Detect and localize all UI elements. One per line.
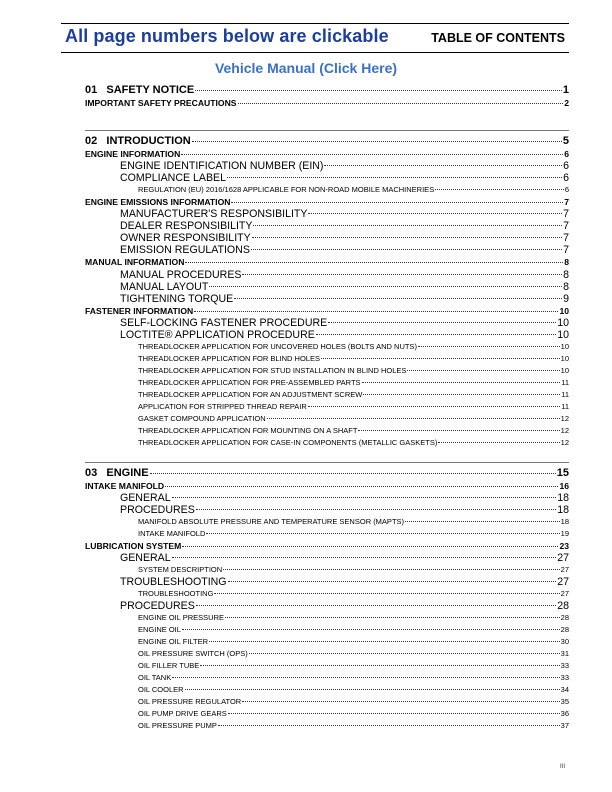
toc-entry[interactable] — [85, 564, 569, 576]
toc-entry-title: ENGINE INFORMATION — [85, 149, 181, 159]
toc-entry[interactable] — [85, 160, 569, 172]
dot-leader — [328, 322, 556, 323]
toc-entry[interactable] — [85, 576, 569, 588]
page-link[interactable]: 31 — [560, 649, 569, 659]
page-link[interactable]: 6 — [564, 149, 569, 159]
page-link[interactable]: 19 — [560, 529, 569, 539]
toc-entry-title: LUBRICATION SYSTEM — [85, 541, 182, 552]
page-link[interactable]: 6 — [563, 160, 569, 173]
dot-leader — [242, 701, 559, 702]
dot-leader — [182, 629, 560, 630]
toc-entry[interactable] — [85, 232, 569, 244]
toc-entry[interactable] — [85, 244, 569, 256]
toc-entry-title: OWNER RESPONSIBILITY — [120, 232, 251, 245]
toc-entry-title: THREADLOCKER APPLICATION FOR AN ADJUSTMENT SCREW — [138, 389, 363, 399]
toc-entry-title: 01 SAFETY NOTICE — [85, 84, 195, 96]
toc-entry-title: REGULATION (EU) 2016/1628 APPLICABLE FOR NON-ROAD MOBILE MACHINERIES — [138, 185, 435, 195]
dot-leader — [308, 406, 560, 407]
toc-entry[interactable] — [85, 135, 569, 148]
page-link[interactable]: 27 — [560, 589, 569, 599]
toc-entry[interactable] — [85, 269, 569, 281]
toc-entry-title: ENGINE OIL FILTER — [138, 637, 209, 647]
toc-entry-title: SELF-LOCKING FASTENER PROCEDURE — [120, 316, 328, 329]
dot-leader — [185, 689, 560, 690]
dot-leader — [252, 237, 562, 238]
toc-entry[interactable] — [85, 480, 569, 492]
toc-entry[interactable] — [85, 196, 569, 208]
toc-entry[interactable] — [85, 696, 569, 708]
toc-entry[interactable] — [85, 365, 569, 377]
page-link[interactable]: 6 — [563, 172, 569, 185]
dot-leader — [200, 665, 559, 666]
toc-entry-title: INTAKE MANIFOLD — [85, 481, 165, 491]
dot-leader — [234, 298, 562, 299]
toc-entry-title: DEALER RESPONSIBILITY — [120, 220, 253, 233]
dot-leader — [438, 442, 559, 443]
toc-section — [85, 130, 569, 449]
toc-entry-title: LOCTITE® APPLICATION PROCEDURE — [120, 328, 315, 341]
toc-entry-title: GASKET COMPOUND APPLICATION — [138, 413, 266, 423]
toc-entry[interactable] — [85, 588, 569, 600]
toc-entry[interactable] — [85, 256, 569, 268]
toc-entry-title: PROCEDURES — [120, 504, 195, 517]
page-link[interactable]: 10 — [560, 341, 569, 351]
dot-leader — [150, 473, 556, 474]
toc-entry-title: FASTENER INFORMATION — [85, 305, 194, 316]
page-link[interactable]: 9 — [563, 292, 569, 305]
dot-leader — [192, 141, 562, 142]
page-link[interactable]: 28 — [560, 613, 569, 623]
dot-leader — [172, 497, 557, 498]
dot-leader — [214, 593, 559, 594]
toc-entry[interactable] — [85, 148, 569, 160]
dot-leader — [321, 358, 560, 359]
toc-entry[interactable] — [85, 413, 569, 425]
toc-entry-title: THREADLOCKER APPLICATION FOR CASE-IN COMPONENTS (METALLIC GASKETS) — [138, 437, 438, 447]
toc-entry[interactable] — [85, 84, 569, 97]
page-link[interactable]: 33 — [560, 673, 569, 683]
toc-entry-title: COMPLIANCE LABEL — [120, 172, 226, 185]
toc-entry-title: OIL FILLER TUBE — [138, 661, 200, 671]
toc-entry-title: MANUAL INFORMATION — [85, 257, 185, 268]
page-link[interactable]: 7 — [563, 220, 569, 233]
dot-leader — [227, 177, 562, 178]
page-link[interactable]: 5 — [562, 135, 569, 147]
page-link[interactable]: 34 — [560, 685, 569, 695]
dot-leader — [267, 418, 560, 419]
toc-entry[interactable] — [85, 672, 569, 684]
dot-leader — [362, 382, 561, 383]
toc-entry[interactable] — [85, 184, 569, 196]
page-number: III — [559, 764, 565, 770]
page-link[interactable]: 30 — [560, 637, 569, 647]
dot-leader — [182, 546, 558, 547]
dot-leader — [238, 103, 564, 104]
toc-entry-title: MANUAL PROCEDURES — [120, 268, 242, 281]
page-link[interactable]: 18 — [557, 492, 569, 505]
toc-entry[interactable] — [85, 467, 569, 480]
toc-entry[interactable] — [85, 660, 569, 672]
page-link[interactable]: 28 — [560, 625, 569, 635]
page-link[interactable]: 11 — [561, 377, 569, 387]
toc-entry-title: TROUBLESHOOTING — [120, 576, 227, 589]
toc-entry-title: OIL PRESSURE SWITCH (OPS) — [138, 649, 248, 659]
toc-entry-title: GENERAL — [120, 552, 171, 565]
toc-entry-title: THREADLOCKER APPLICATION FOR MOUNTING ON A SHAFT — [138, 425, 358, 435]
page-link[interactable]: 27 — [557, 552, 569, 565]
toc-entry[interactable] — [85, 425, 569, 437]
toc-entry[interactable] — [85, 208, 569, 220]
dot-leader — [165, 486, 558, 487]
dot-leader — [405, 521, 560, 522]
toc-entry-title: OIL TANK — [138, 673, 172, 683]
dot-leader — [231, 202, 563, 203]
dot-leader — [185, 262, 563, 263]
toc-entry[interactable] — [85, 684, 569, 696]
dot-leader — [316, 334, 556, 335]
dot-leader — [418, 346, 560, 347]
toc-entry[interactable] — [85, 636, 569, 648]
page-link[interactable]: 12 — [560, 437, 569, 447]
toc-entry-title: ENGINE OIL — [138, 625, 181, 635]
page-link[interactable]: 27 — [560, 565, 569, 575]
dot-leader — [253, 225, 562, 226]
toc-entry-title: OIL COOLER — [138, 685, 184, 695]
toc-entry-title: MANIFOLD ABSOLUTE PRESSURE AND TEMPERATURE SENSOR (MAPTS) — [138, 517, 405, 527]
dot-leader — [172, 557, 557, 558]
toc-entry-title: ENGINE OIL PRESSURE — [138, 613, 224, 623]
dot-leader — [228, 581, 557, 582]
toc-entry[interactable] — [85, 648, 569, 660]
toc-entry-title: THREADLOCKER APPLICATION FOR UNCOVERED HOLES (BOLTS AND NUTS) — [138, 341, 417, 351]
toc-entry[interactable] — [85, 492, 569, 504]
dot-leader — [223, 569, 559, 570]
page-link[interactable]: 12 — [560, 425, 569, 435]
toc-entry-title: SYSTEM DESCRIPTION — [138, 565, 223, 575]
dot-leader — [181, 154, 563, 155]
toc-entry-title: OIL PRESSURE PUMP — [138, 721, 217, 731]
toc-entry[interactable] — [85, 720, 569, 732]
dot-leader — [209, 286, 562, 287]
dot-leader — [194, 311, 558, 312]
toc-entry-title: OIL PUMP DRIVE GEARS — [138, 709, 227, 719]
toc-entry[interactable] — [85, 401, 569, 413]
toc-entry-title: PROCEDURES — [120, 600, 195, 613]
toc-entry[interactable] — [85, 281, 569, 293]
toc-entry[interactable] — [85, 329, 569, 341]
toc-entry[interactable] — [85, 317, 569, 329]
page-link[interactable]: 16 — [559, 481, 569, 491]
clickable-pages-banner: All page numbers below are clickable — [65, 26, 389, 46]
page-link[interactable]: 10 — [557, 328, 569, 341]
page-link[interactable]: 11 — [561, 389, 569, 399]
dot-leader — [363, 394, 560, 395]
page-title: TABLE OF CONTENTS — [431, 31, 565, 45]
page-link[interactable]: 36 — [560, 709, 569, 719]
toc-entry-title: MANUAL LAYOUT — [120, 280, 209, 293]
page-link[interactable]: 10 — [557, 316, 569, 329]
page-link[interactable]: 7 — [564, 197, 569, 208]
dot-leader — [249, 653, 560, 654]
toc-entry-title: OIL PRESSURE REGULATOR — [138, 697, 242, 707]
page-link[interactable]: 35 — [560, 697, 569, 707]
toc-entry-title: APPLICATION FOR STRIPPED THREAD REPAIR — [138, 401, 307, 411]
dot-leader — [228, 713, 560, 714]
header-rule — [61, 52, 569, 53]
toc-entry[interactable] — [85, 528, 569, 540]
toc-entry[interactable] — [85, 389, 569, 401]
toc-entry[interactable] — [85, 293, 569, 305]
toc-entry-title: MANUFACTURER'S RESPONSIBILITY — [120, 208, 308, 221]
dot-leader — [242, 274, 562, 275]
toc-entry[interactable] — [85, 708, 569, 720]
toc-entry-title: TIGHTENING TORQUE — [120, 292, 234, 305]
page-link[interactable]: 18 — [560, 517, 569, 527]
toc-entry[interactable] — [85, 612, 569, 624]
page-link[interactable]: 10 — [560, 365, 569, 375]
page-link[interactable]: 27 — [557, 576, 569, 589]
toc-entry-title: GENERAL — [120, 492, 171, 505]
dot-leader — [308, 213, 562, 214]
dot-leader — [435, 189, 564, 190]
page-link[interactable]: 12 — [560, 413, 569, 423]
page-link[interactable]: 33 — [560, 661, 569, 671]
toc-entry[interactable] — [85, 540, 569, 552]
toc-entry[interactable] — [85, 97, 569, 109]
top-rule — [61, 23, 569, 24]
toc-entry[interactable] — [85, 341, 569, 353]
page-link[interactable]: 7 — [563, 232, 569, 245]
toc-entry[interactable] — [85, 353, 569, 365]
toc-entry-title: IMPORTANT SAFETY PRECAUTIONS — [85, 98, 237, 108]
toc-entry[interactable] — [85, 220, 569, 232]
vehicle-manual-link[interactable]: Vehicle Manual (Click Here) — [214, 60, 398, 76]
page-link[interactable]: 23 — [559, 541, 569, 552]
dot-leader — [196, 605, 556, 606]
page-link[interactable]: 8 — [563, 280, 569, 293]
toc-entry[interactable] — [85, 504, 569, 516]
dot-leader — [324, 165, 562, 166]
page-link[interactable]: 1 — [562, 84, 569, 96]
page-link[interactable]: 8 — [563, 268, 569, 281]
dot-leader — [172, 677, 559, 678]
toc-entry-title: 03 ENGINE — [85, 467, 149, 479]
toc-entry-title: THREADLOCKER APPLICATION FOR PRE-ASSEMBLED PARTS — [138, 377, 361, 387]
dot-leader — [251, 249, 562, 250]
dot-leader — [225, 617, 560, 618]
toc-entry[interactable] — [85, 305, 569, 317]
toc-entry-title: EMISSION REGULATIONS — [120, 244, 250, 257]
page-link[interactable]: 28 — [557, 600, 569, 613]
page-link[interactable]: 37 — [560, 721, 569, 731]
page-link[interactable]: 2 — [564, 98, 569, 108]
toc-entry-title: 02 INTRODUCTION — [85, 135, 191, 147]
toc-entry-title: ENGINE IDENTIFICATION NUMBER (EIN) — [120, 160, 324, 173]
toc-entry[interactable] — [85, 552, 569, 564]
page-link[interactable]: 8 — [564, 257, 569, 268]
toc-entry-title: INTAKE MANIFOLD — [138, 529, 206, 539]
dot-leader — [196, 509, 556, 510]
toc-entry-title: ENGINE EMISSIONS INFORMATION — [85, 197, 231, 208]
toc-entry-title: THREADLOCKER APPLICATION FOR BLIND HOLES — [138, 353, 320, 363]
toc-entry[interactable] — [85, 377, 569, 389]
toc-entry-title: TROUBLESHOOTING — [138, 589, 214, 599]
dot-leader — [209, 641, 560, 642]
dot-leader — [218, 725, 560, 726]
toc-entry[interactable] — [85, 172, 569, 184]
page-link[interactable]: 15 — [556, 467, 569, 479]
page-link[interactable]: 10 — [559, 305, 569, 316]
page-link[interactable]: 6 — [564, 185, 569, 195]
page-link[interactable]: 10 — [560, 353, 569, 363]
page-link[interactable]: 11 — [561, 401, 569, 411]
toc-entry[interactable] — [85, 516, 569, 528]
page-link[interactable]: 7 — [563, 244, 569, 257]
page-link[interactable]: 18 — [557, 504, 569, 517]
toc-section — [85, 462, 569, 732]
dot-leader — [407, 370, 559, 371]
page-link[interactable]: 7 — [563, 208, 569, 221]
toc-entry-title: THREADLOCKER APPLICATION FOR STUD INSTALLATION IN BLIND HOLES — [138, 365, 407, 375]
toc-entry[interactable] — [85, 437, 569, 449]
toc-entry[interactable] — [85, 624, 569, 636]
toc-section — [85, 84, 569, 109]
toc-entry[interactable] — [85, 600, 569, 612]
dot-leader — [206, 533, 559, 534]
dot-leader — [195, 90, 562, 91]
dot-leader — [358, 430, 559, 431]
